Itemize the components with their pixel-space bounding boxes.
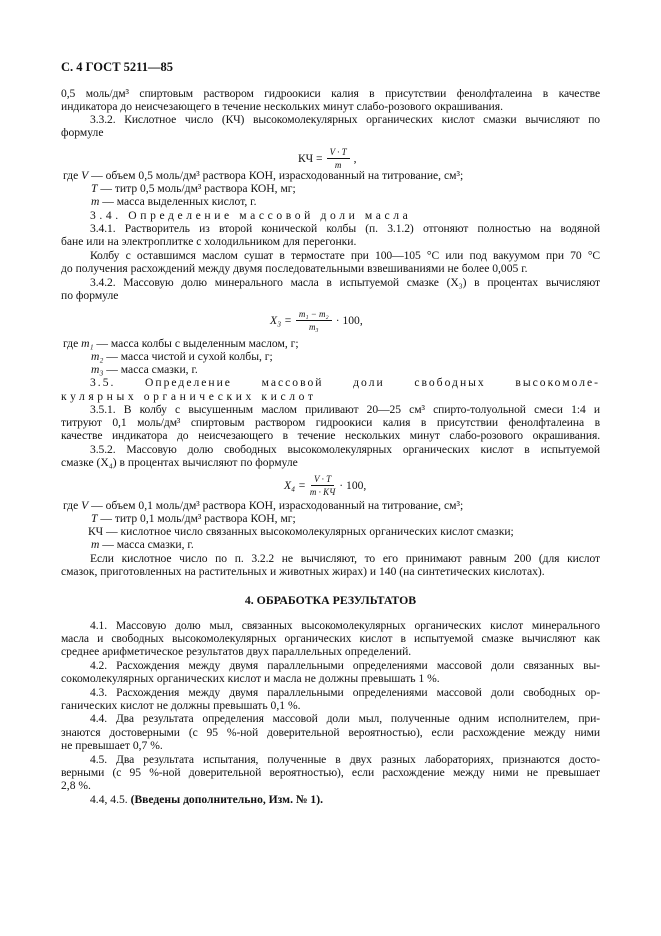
text-line: по формуле: [61, 289, 119, 302]
subsection-heading: кулярных органических кислот: [61, 390, 317, 403]
definition-prefix: где: [63, 169, 82, 182]
variable-definition: [91, 350, 630, 364]
text-line: Если кислотное число по п. 3.2.2 не вычисляют, то его принимают равным 200 (для кислот: [90, 552, 600, 565]
definition-text: — объем 0,1 моль/дм³ раствора КОН, израсходованный на титрование, см³;: [88, 499, 464, 512]
text-line: 4.3. Расхождения между двумя параллельными определениями массовой доли свободных ор-: [90, 686, 600, 699]
variable-symbol: КЧ: [88, 525, 104, 538]
fraction: [296, 309, 332, 332]
formula-lhs: КЧ =: [298, 151, 323, 165]
definition-text: — масса чистой и сухой колбы, г;: [103, 350, 273, 363]
definition-text: — масса выделенных кислот, г.: [99, 195, 257, 208]
variable-symbol: T: [91, 512, 98, 525]
formula-x3: [270, 309, 363, 332]
text-line: до получения расхождений между двумя последовательными взвешиваниями не более 0,005 г.: [61, 262, 528, 275]
text-line: 3.5.2. Массовую долю свободных высокомолекулярных органических кислот в испытуемой: [90, 443, 600, 456]
fraction: [327, 147, 350, 170]
definition-text: — кислотное число связанных высокомолекулярных органических кислот смазки;: [103, 525, 514, 538]
definition-text: — масса смазки, г.: [103, 363, 198, 376]
subsection-heading: 3.5. Определение массовой доли свободных высокомоле-: [90, 376, 600, 389]
amendment-note: (Введены дополнительно, Изм. № 1).: [130, 793, 323, 806]
text-line: смазок, приготовленных на растительных и животных жирах) и 140 (на синтетических кислотах).: [61, 565, 545, 578]
definition-text: — масса колбы с выделенным маслом, г;: [93, 337, 299, 350]
denominator: m · КЧ: [309, 487, 336, 497]
variable-symbol: m: [91, 538, 100, 551]
amendment-ref: 4.4, 4.5.: [90, 793, 131, 806]
variable-definition: [91, 195, 630, 209]
text-line: бане или на электроплитке с холодильником для перегонки.: [61, 235, 357, 248]
text-line: масла и свободных высокомолекулярных органических кислот в испытуемой смазке вычисляют как: [61, 632, 600, 645]
text-line: 4.2. Расхождения между двумя параллельными определениями массовой доли связанных вы-: [90, 659, 600, 672]
definition-text: — титр 0,1 моль/дм³ раствора КОН, мг;: [97, 512, 296, 525]
variable-definition: [63, 499, 602, 513]
variable-definition: [63, 337, 602, 351]
text-line: верными (с 95 %-ной доверительной вероятностью), если расхождение между ними не превышает: [61, 766, 600, 779]
subsection-heading: 3.4. Определение массовой доли масла: [90, 209, 412, 222]
denominator: m: [334, 160, 342, 170]
text-line: 3.5.1. В колбу с высушенным маслом приливают 20—25 см³ спирто-толуольной смеси 1:4 и: [90, 403, 600, 416]
numerator: m₁ − m₂: [296, 309, 332, 321]
formula-x4: [284, 474, 366, 497]
text-line: качестве индикатора до неисчезающего в течение нескольких минут слабо-розового окрашивания.: [61, 429, 600, 442]
formula-tail: · 100,: [335, 313, 363, 327]
definition-text: — масса смазки, г.: [99, 538, 194, 551]
text-line: среднее арифметическое результатов двух параллельных определений.: [61, 645, 412, 658]
text-line: сокомолекулярных органических кислот и масла не должны превышать 1 %.: [61, 672, 440, 685]
variable-definition: [91, 363, 630, 377]
variable-symbol: V: [81, 499, 89, 512]
variable-definition: [91, 182, 630, 196]
denominator: m₃: [308, 322, 319, 332]
numerator: V · T: [311, 474, 334, 486]
definition-text: — титр 0,5 моль/дм³ раствора КОН, мг;: [97, 182, 296, 195]
text-line: 4.4. Два результата определения массовой доли мыл, полученные одним исполнителем, при-: [90, 712, 600, 725]
section-heading: 4. ОБРАБОТКА РЕЗУЛЬТАТОВ: [244, 593, 417, 607]
variable-symbol: m: [91, 195, 100, 208]
formula-tail: · 100,: [339, 478, 367, 492]
variable-symbol: m₃: [91, 363, 104, 376]
text-line: формуле: [61, 126, 104, 139]
variable-definition: [63, 169, 602, 183]
variable-definition: [88, 525, 627, 539]
text-line: 4.1. Массовую долю мыл, связанных высокомолекулярных органических кислот минерального: [90, 619, 600, 632]
text-line: Колбу с оставшимся маслом сушат в термостате при 100—105 °С или под вакуумом при 70 °С: [90, 249, 600, 262]
text-line: ганических кислот не должны превышать 0,1 %.: [61, 699, 301, 712]
definition-prefix: где: [63, 499, 82, 512]
text-line: 3.3.2. Кислотное число (КЧ) высокомолекулярных органических кислот смазки вычисляют по: [90, 113, 600, 126]
variable-symbol: m₁: [81, 337, 94, 350]
variable-definition: [91, 512, 630, 526]
formula-acid-number: [298, 147, 357, 170]
fraction: [310, 474, 335, 497]
definition-text: — объем 0,5 моль/дм³ раствора КОН, израсходованный на титрование, см³;: [88, 169, 464, 182]
text-line: 4.5. Два результата испытания, полученные в двух разных лабораториях, признаются досто-: [90, 753, 600, 766]
text-line: 3.4.2. Массовую долю минерального масла в испытуемой смазке (X₃) в процентах вычисляют: [90, 276, 600, 289]
numerator: V · T: [327, 147, 350, 159]
page-header: С. 4 ГОСТ 5211—85: [61, 60, 173, 74]
variable-definition: [91, 538, 630, 552]
variable-symbol: m₂: [91, 350, 104, 363]
formula-tail: ,: [353, 151, 357, 165]
variable-symbol: V: [81, 169, 89, 182]
text-line: индикатора до неисчезающего в течение нескольких минут слабо-розового окрашивания.: [61, 100, 503, 113]
text-line: титруют 0,1 моль/дм³ спиртовым раствором гидроокиси калия в присутствии фенолфталеина в: [61, 416, 600, 429]
text-line: знаются достоверными (с 95 %-ной доверительной вероятностью), если расхождение между ними: [61, 726, 600, 739]
text-line: 2,8 %.: [61, 779, 91, 792]
formula-lhs: X₄ =: [284, 478, 306, 492]
formula-lhs: X₃ =: [270, 313, 292, 327]
text-line: не превышает 0,7 %.: [61, 739, 163, 752]
variable-symbol: T: [91, 182, 98, 195]
text-line: 0,5 моль/дм³ спиртовым раствором гидроокиси калия в присутствии фенолфталеина в качестве: [61, 87, 600, 100]
text-line: смазке (X₄) в процентах вычисляют по формуле: [61, 456, 298, 469]
definition-prefix: где: [63, 337, 82, 350]
text-line: 3.4.1. Растворитель из второй конической колбы (п. 3.1.2) отгоняют полностью на водяной: [90, 222, 600, 235]
text-line: [61, 793, 600, 807]
